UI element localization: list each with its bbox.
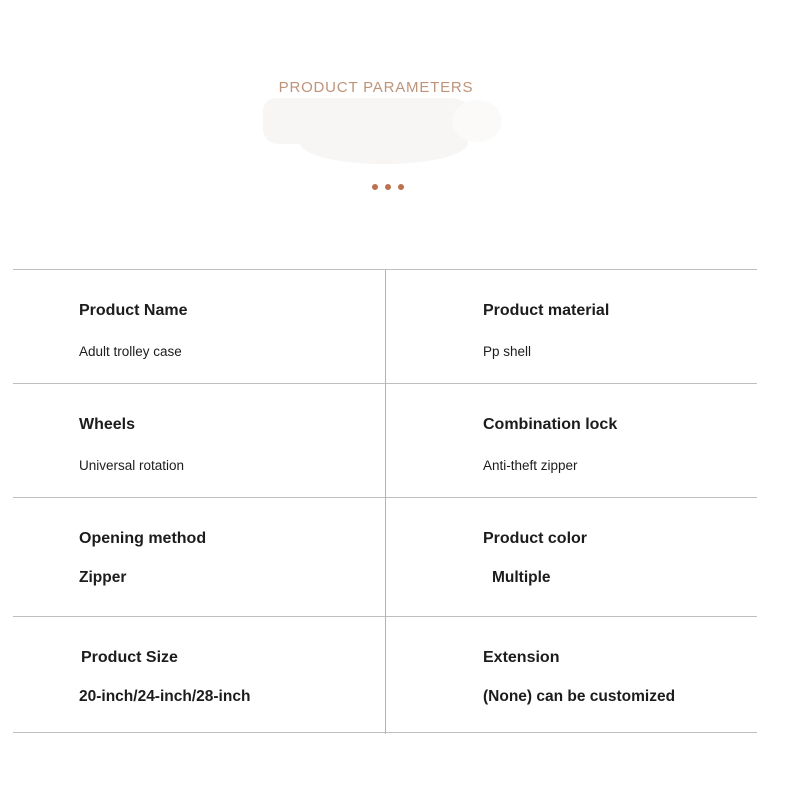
param-cell-product-name xyxy=(13,270,385,383)
watermark-blob xyxy=(300,122,468,164)
param-value: Anti-theft zipper xyxy=(483,458,578,473)
param-label: Product Name xyxy=(79,302,188,319)
param-cell-product-color xyxy=(385,498,757,616)
param-value: Multiple xyxy=(492,569,551,586)
param-label: Extension xyxy=(483,649,560,666)
param-value: Universal rotation xyxy=(79,458,185,473)
watermark-blob xyxy=(452,100,502,142)
param-value: (None) can be customized xyxy=(483,688,676,705)
param-label: Wheels xyxy=(79,416,136,433)
param-cell-extension xyxy=(385,617,757,732)
param-label: Product material xyxy=(483,302,610,319)
ellipsis-dots-icon xyxy=(0,184,776,190)
page-title: PRODUCT PARAMETERS xyxy=(278,79,474,96)
param-label: Combination lock xyxy=(483,416,618,433)
param-label: Product color xyxy=(483,530,588,547)
param-cell-combination-lock xyxy=(385,384,757,497)
param-label: Product Size xyxy=(81,649,178,666)
dot-icon xyxy=(398,184,404,190)
param-cell-product-size xyxy=(13,617,385,732)
param-value: 20-inch/24-inch/28-inch xyxy=(79,688,251,705)
param-value: Adult trolley case xyxy=(79,344,182,359)
param-label: Opening method xyxy=(79,530,207,547)
param-cell-product-material xyxy=(385,270,757,383)
column-divider xyxy=(385,270,386,734)
product-parameters-table xyxy=(13,269,757,733)
param-cell-opening-method xyxy=(13,498,385,616)
dot-icon xyxy=(385,184,391,190)
param-value: Zipper xyxy=(79,569,127,586)
dot-icon xyxy=(372,184,378,190)
param-cell-wheels xyxy=(13,384,385,497)
param-value: Pp shell xyxy=(483,344,532,359)
